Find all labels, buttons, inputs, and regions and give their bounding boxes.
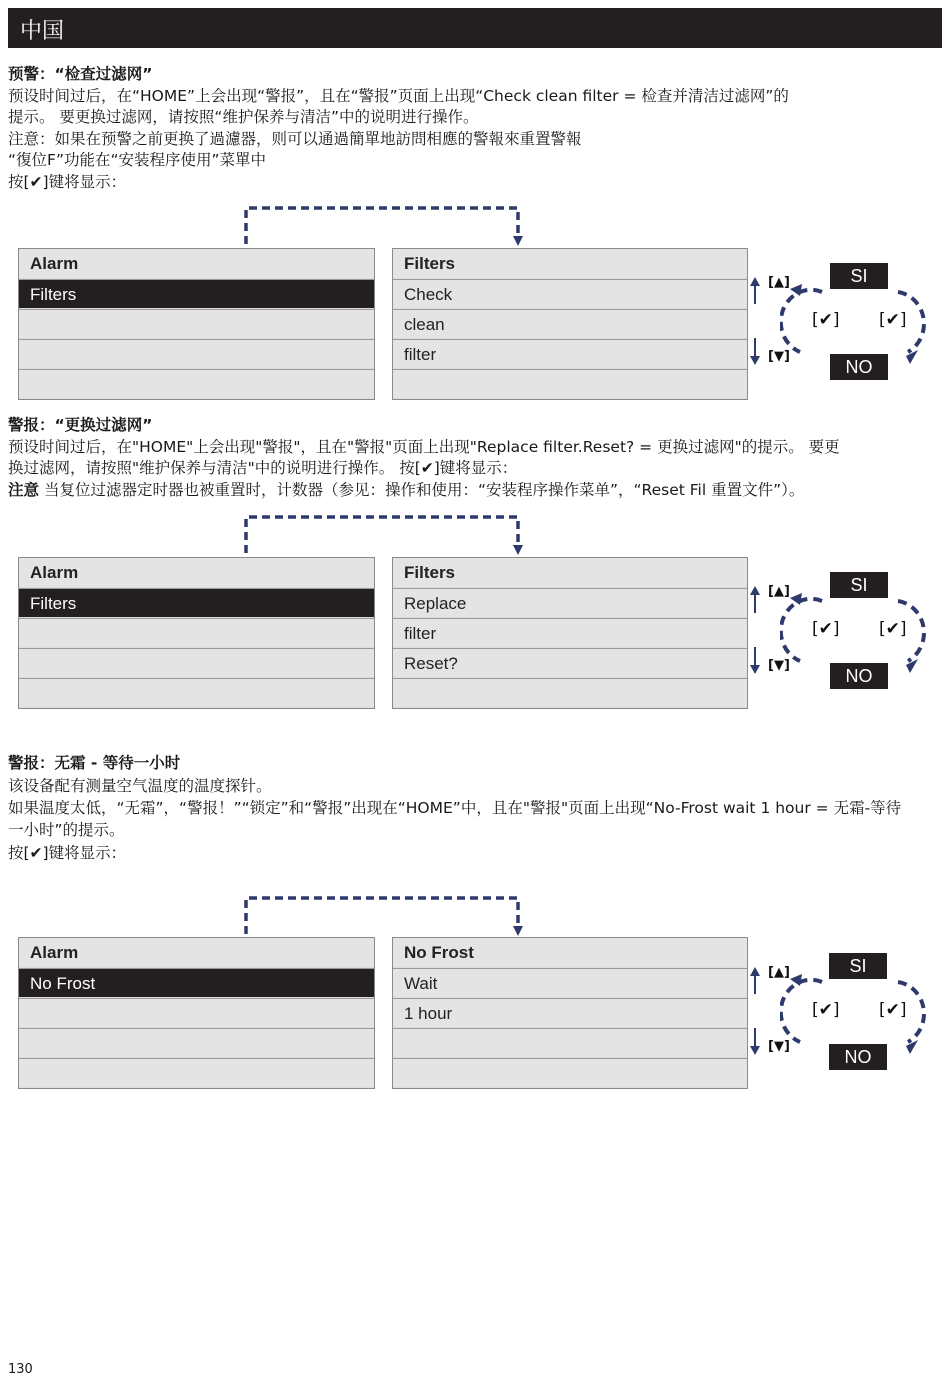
section1-line: 提示。 要更换过滤网，请按照“维护保养与清洁”中的说明进行操作。 bbox=[8, 108, 479, 126]
display-row: Reset? bbox=[393, 648, 747, 677]
section1-heading: 预警：“检查过滤网” bbox=[8, 65, 153, 83]
display-row bbox=[393, 678, 747, 707]
section2-note bbox=[8, 480, 804, 502]
no-button[interactable]: NO bbox=[830, 354, 888, 380]
section3-line: 按[✔]键将显示： bbox=[8, 844, 127, 862]
display-row: 1 hour bbox=[393, 998, 747, 1027]
display-row bbox=[19, 309, 374, 338]
up-key[interactable]: [▲] bbox=[768, 584, 790, 599]
no-button[interactable]: NO bbox=[830, 663, 888, 689]
section1-line: “復位F”功能在“安装程序使用”菜單中 bbox=[8, 151, 267, 169]
section1-line: 注意：如果在预警之前更换了過濾器，则可以通過簡單地訪問相應的警報來重置警報 bbox=[8, 130, 582, 148]
yes-button[interactable]: SI bbox=[830, 572, 888, 598]
display-header: Filters bbox=[393, 558, 747, 587]
no-button[interactable]: NO bbox=[829, 1044, 887, 1070]
display-row bbox=[393, 1028, 747, 1057]
confirm-key-left[interactable]: [✔] bbox=[812, 619, 840, 639]
section3-line: 如果温度太低，“无霜”，“警报！”“锁定”和“警报”出现在“HOME”中，且在"警报"页面上出现“No-Frost wait 1 hour = 无霜-等待 bbox=[8, 799, 902, 817]
display-row: filter bbox=[393, 339, 747, 368]
filters-display bbox=[392, 248, 748, 400]
nofrost-display bbox=[392, 937, 748, 1089]
display-row bbox=[19, 678, 374, 707]
link-arrow bbox=[0, 509, 950, 559]
section1-line: 按[✔]键将显示： bbox=[8, 173, 127, 191]
scroll-arrows-icon bbox=[748, 966, 762, 1056]
display-header: Alarm bbox=[19, 558, 374, 587]
alarm-display bbox=[18, 248, 375, 400]
display-row-selected: No Frost bbox=[19, 968, 374, 997]
note-label: 注意 bbox=[8, 481, 40, 499]
display-row bbox=[393, 1058, 747, 1087]
display-header: Alarm bbox=[19, 249, 374, 278]
page-header-title: 中国 bbox=[20, 19, 65, 44]
display-row bbox=[19, 648, 374, 677]
display-row: clean bbox=[393, 309, 747, 338]
display-row: Replace bbox=[393, 588, 747, 617]
confirm-key-left[interactable]: [✔] bbox=[812, 1000, 840, 1020]
display-row: Check bbox=[393, 279, 747, 308]
page-number: 130 bbox=[8, 1362, 33, 1377]
confirm-key-right[interactable]: [✔] bbox=[879, 310, 907, 330]
alarm-display bbox=[18, 937, 375, 1089]
yes-button[interactable]: SI bbox=[830, 263, 888, 289]
link-arrow bbox=[0, 890, 950, 940]
scroll-arrows-icon bbox=[748, 276, 762, 366]
display-row bbox=[19, 618, 374, 647]
yes-button[interactable]: SI bbox=[829, 953, 887, 979]
display-row bbox=[19, 998, 374, 1027]
display-row: filter bbox=[393, 618, 747, 647]
section1-line: 预设时间过后，在“HOME”上会出现“警报”，且在“警报”页面上出现“Check clean filter = 检查并清洁过滤网”的 bbox=[8, 87, 789, 105]
display-row-selected: Filters bbox=[19, 588, 374, 617]
confirm-key-right[interactable]: [✔] bbox=[879, 619, 907, 639]
display-row: Wait bbox=[393, 968, 747, 997]
section3-line: 该设备配有测量空气温度的温度探针。 bbox=[8, 777, 272, 795]
display-row bbox=[393, 369, 747, 398]
alarm-display bbox=[18, 557, 375, 709]
display-header: Alarm bbox=[19, 938, 374, 967]
section2-line: 预设时间过后，在"HOME"上会出现"警报"，且在"警报"页面上出现"Replace filter.Reset? = 更换过滤网"的提示。 要更 bbox=[8, 438, 840, 456]
display-header: Filters bbox=[393, 249, 747, 278]
down-key[interactable]: [▼] bbox=[768, 349, 790, 364]
display-row bbox=[19, 1028, 374, 1057]
scroll-arrows-icon bbox=[748, 585, 762, 675]
page-header bbox=[8, 8, 942, 48]
up-key[interactable]: [▲] bbox=[768, 275, 790, 290]
confirm-key-right[interactable]: [✔] bbox=[879, 1000, 907, 1020]
down-key[interactable]: [▼] bbox=[768, 658, 790, 673]
display-row bbox=[19, 369, 374, 398]
display-row-selected: Filters bbox=[19, 279, 374, 308]
section3-line: 一小时”的提示。 bbox=[8, 821, 125, 839]
section2-line: 换过滤网，请按照"维护保养与清洁"中的说明进行操作。 按[✔]键将显示： bbox=[8, 459, 518, 477]
confirm-key-left[interactable]: [✔] bbox=[812, 310, 840, 330]
display-header: No Frost bbox=[393, 938, 747, 967]
filters-display bbox=[392, 557, 748, 709]
display-row bbox=[19, 339, 374, 368]
section2-heading: 警报：“更换过滤网” bbox=[8, 416, 153, 434]
section3-heading: 警报：无霜 - 等待一小时 bbox=[8, 754, 181, 772]
display-row bbox=[19, 1058, 374, 1087]
down-key[interactable]: [▼] bbox=[768, 1039, 790, 1054]
note-text: 当复位过滤器定时器也被重置时，计数器（参见：操作和使用：“安装程序操作菜单”，“Reset Fil 重置文件”）。 bbox=[39, 481, 805, 499]
up-key[interactable]: [▲] bbox=[768, 965, 790, 980]
link-arrow bbox=[0, 200, 950, 250]
